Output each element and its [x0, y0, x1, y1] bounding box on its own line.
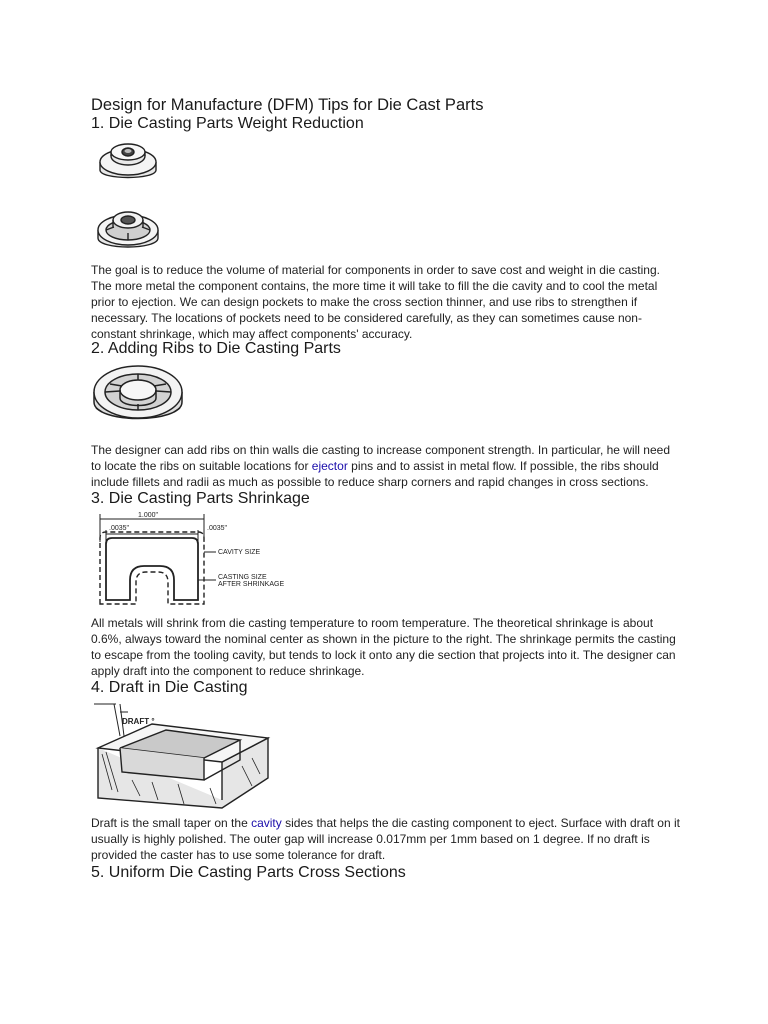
casting-size-label: CASTING SIZE	[218, 574, 267, 581]
text-line: The goal is to reduce the volume of material for components in order to save cost and weight in die casting.	[91, 263, 660, 277]
shrinkage-figure	[92, 510, 292, 610]
text-line: apply draft into the component to reduce shrinkage.	[91, 664, 365, 678]
weight-reduction-figure	[92, 134, 164, 260]
text-line: necessary. The locations of pockets need to be considered carefully, as they can sometimes cause non-	[91, 311, 642, 325]
width-label: 1.000"	[138, 512, 159, 519]
cavity-size-label: CAVITY SIZE	[218, 549, 261, 556]
pocketed-boss-part	[98, 212, 158, 247]
right-gap-label: .0035"	[207, 525, 228, 532]
solid-boss-part	[100, 144, 156, 178]
section-2-paragraph	[91, 442, 691, 490]
section-1-heading: 1. Die Casting Parts Weight Reduction	[91, 115, 364, 132]
text-line: 0.6%, always toward the nominal center as shown in the picture to the right. The shrinkage permits the casting	[91, 632, 676, 646]
section-3-heading: 3. Die Casting Parts Shrinkage	[91, 490, 310, 507]
text-line	[91, 458, 691, 474]
text-span: to locate the ribs on suitable locations for	[91, 459, 312, 473]
text-line: include fillets and radii as much as possible to reduce sharp corners and rapid changes in cross sections.	[91, 475, 649, 489]
section-4-paragraph	[91, 815, 691, 863]
after-shrinkage-label: AFTER SHRINKAGE	[218, 581, 285, 588]
left-gap-label: .0035"	[109, 525, 130, 532]
text-line: The designer can add ribs on thin walls die casting to increase component strength. In particular, he will need	[91, 443, 670, 457]
page-title: Design for Manufacture (DFM) Tips for Die Cast Parts	[91, 96, 484, 114]
text-line: usually is highly polished. The outer gap will increase 0.017mm per 1mm based on 1 degree. If no draft is	[91, 832, 650, 846]
text-line: provided the caster has to use some tolerance for draft.	[91, 848, 386, 862]
section-4-heading: 4. Draft in Die Casting	[91, 679, 248, 696]
text-line: All metals will shrink from die casting temperature to room temperature. The theoretical shrinkage is about	[91, 616, 654, 630]
section-5-heading: 5. Uniform Die Casting Parts Cross Sections	[91, 864, 406, 881]
text-span: Draft is the small taper on the	[91, 816, 252, 830]
ribbed-ring-part	[94, 366, 182, 419]
draft-figure	[92, 700, 272, 812]
text-line: to escape from the tooling cavity, but tends to lock it onto any die section that projects into it. The designer can	[91, 648, 676, 662]
text-line: constant shrinkage, which may affect components' accuracy.	[91, 327, 413, 341]
casting-outline	[106, 538, 198, 600]
section-2-heading: 2. Adding Ribs to Die Casting Parts	[91, 340, 341, 357]
ribbed-ring-figure	[90, 358, 186, 434]
text-line	[91, 815, 691, 831]
cavity-outline	[100, 532, 204, 604]
text-line: The more metal the component contains, the more time it will take to fill the die cavity and to cool the metal	[91, 279, 658, 293]
draft-label: DRAFT °	[122, 717, 155, 726]
draft-reference-line	[114, 704, 120, 736]
text-span: sides that helps the die casting component to eject. Surface with draft on it	[281, 816, 680, 830]
text-span: pins and to assist in metal flow. If possible, the ribs should	[347, 459, 659, 473]
section-1-paragraph	[91, 262, 691, 342]
ejector-link[interactable]: ejector	[311, 459, 348, 473]
section-3-paragraph	[91, 615, 691, 679]
text-line: prior to ejection. We can design pockets to make the cross section thinner, and use ribs to strengthen if	[91, 295, 638, 309]
cavity-link[interactable]: cavity	[251, 816, 282, 830]
